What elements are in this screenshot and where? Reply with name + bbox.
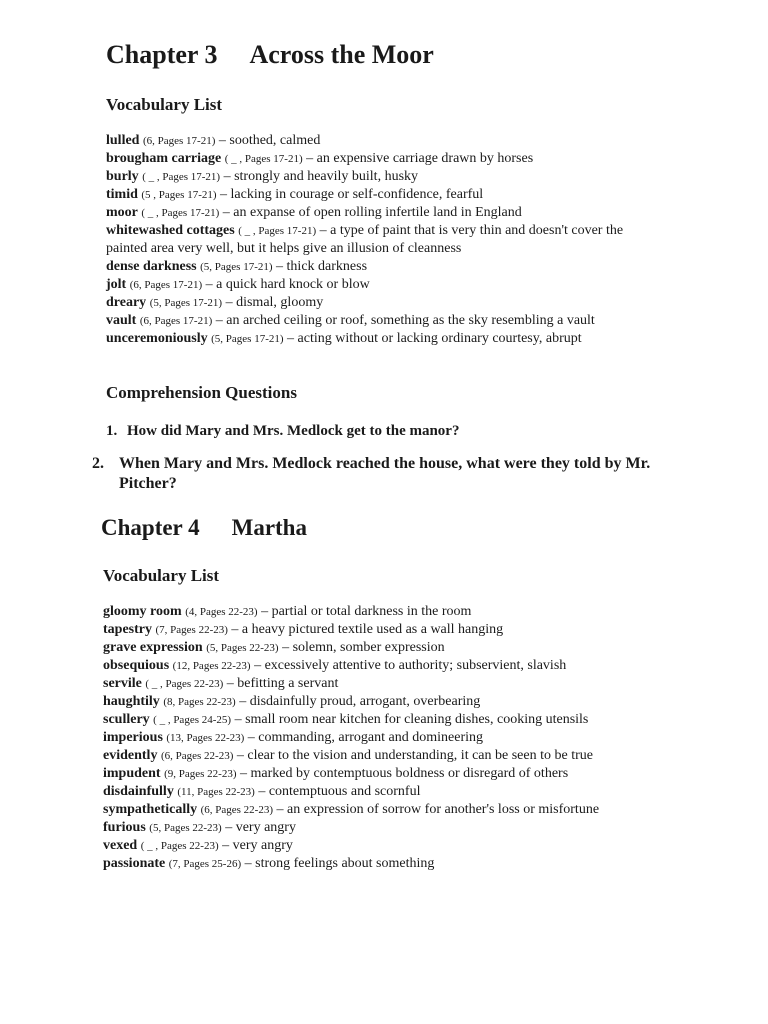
vocab-item: sympathetically (6, Pages 22-23) – an expression of sorrow for another's loss or misfortune — [103, 802, 600, 817]
question-2 — [92, 454, 682, 494]
vocab-item: dreary (5, Pages 17-21) – dismal, gloomy — [106, 295, 324, 310]
question-text: How did Mary and Mrs. Medlock get to the manor? — [127, 423, 460, 439]
chapter-4-vocab-heading: Vocabulary List — [103, 566, 220, 585]
chapter-4-name: Martha — [231, 515, 307, 540]
chapter-3-number: Chapter 3 — [106, 40, 218, 69]
chapter-4-number: Chapter 4 — [101, 515, 200, 540]
chapter-3-vocab-heading: Vocabulary List — [106, 95, 223, 114]
vocab-item: vexed ( _ , Pages 22-23) – very angry — [103, 838, 293, 853]
vocab-item: servile ( _ , Pages 22-23) – befitting a servant — [103, 676, 339, 691]
question-number: 1. — [106, 423, 118, 439]
chapter-4-vocab-list — [103, 603, 683, 873]
chapter-3-title — [106, 40, 434, 70]
vocab-item: whitewashed cottages ( _ , Pages 17-21) – a type of paint that is very thin and doesn't cover the painted area very well, but it helps give an illusion of cleanness — [106, 223, 624, 256]
vocab-item: obsequious (12, Pages 22-23) – excessively attentive to authority; subservient, slavish — [103, 658, 567, 673]
vocab-item: evidently (6, Pages 22-23) – clear to the vision and understanding, it can be seen to be true — [103, 748, 593, 763]
vocab-item: burly ( _ , Pages 17-21) – strongly and heavily built, husky — [106, 169, 419, 184]
vocab-item: grave expression (5, Pages 22-23) – solemn, somber expression — [103, 640, 445, 655]
vocab-item: brougham carriage ( _ , Pages 17-21) – an expensive carriage drawn by horses — [106, 151, 534, 166]
vocab-item: disdainfully (11, Pages 22-23) – contemptuous and scornful — [103, 784, 421, 799]
vocab-item: timid (5 , Pages 17-21) – lacking in courage or self-confidence, fearful — [106, 187, 484, 202]
vocab-item: gloomy room (4, Pages 22-23) – partial or total darkness in the room — [103, 604, 472, 619]
chapter-4-title — [101, 513, 307, 543]
vocab-item: vault (6, Pages 17-21) – an arched ceiling or roof, something as the sky resembling a vault — [106, 313, 595, 328]
chapter-3-name: Across the Moor — [249, 40, 434, 69]
vocab-item: lulled (6, Pages 17-21) – soothed, calmed — [106, 133, 321, 148]
vocab-item: haughtily (8, Pages 22-23) – disdainfully proud, arrogant, overbearing — [103, 694, 481, 709]
vocab-item: passionate (7, Pages 25-26) – strong feelings about something — [103, 856, 435, 871]
vocab-item: furious (5, Pages 22-23) – very angry — [103, 820, 296, 835]
vocab-item: impudent (9, Pages 22-23) – marked by contemptuous boldness or disregard of others — [103, 766, 569, 781]
question-1 — [106, 421, 666, 441]
vocab-item: dense darkness (5, Pages 17-21) – thick darkness — [106, 259, 368, 274]
vocab-item: scullery ( _ , Pages 24-25) – small room near kitchen for cleaning dishes, cooking utensils — [103, 712, 589, 727]
comprehension-questions-heading: Comprehension Questions — [106, 383, 297, 402]
vocab-item: moor ( _ , Pages 17-21) – an expanse of open rolling infertile land in England — [106, 205, 522, 220]
vocab-item: tapestry (7, Pages 22-23) – a heavy pictured textile used as a wall hanging — [103, 622, 504, 637]
vocab-item: unceremoniously (5, Pages 17-21) – acting without or lacking ordinary courtesy, abrupt — [106, 331, 582, 346]
vocab-item: imperious (13, Pages 22-23) – commanding, arrogant and domineering — [103, 730, 484, 745]
vocab-item: jolt (6, Pages 17-21) – a quick hard knock or blow — [106, 277, 370, 292]
chapter-3-vocab-list — [106, 132, 666, 348]
question-number: 2. — [92, 455, 104, 472]
question-text: When Mary and Mrs. Medlock reached the house, what were they told by Mr. Pitcher? — [119, 455, 651, 492]
